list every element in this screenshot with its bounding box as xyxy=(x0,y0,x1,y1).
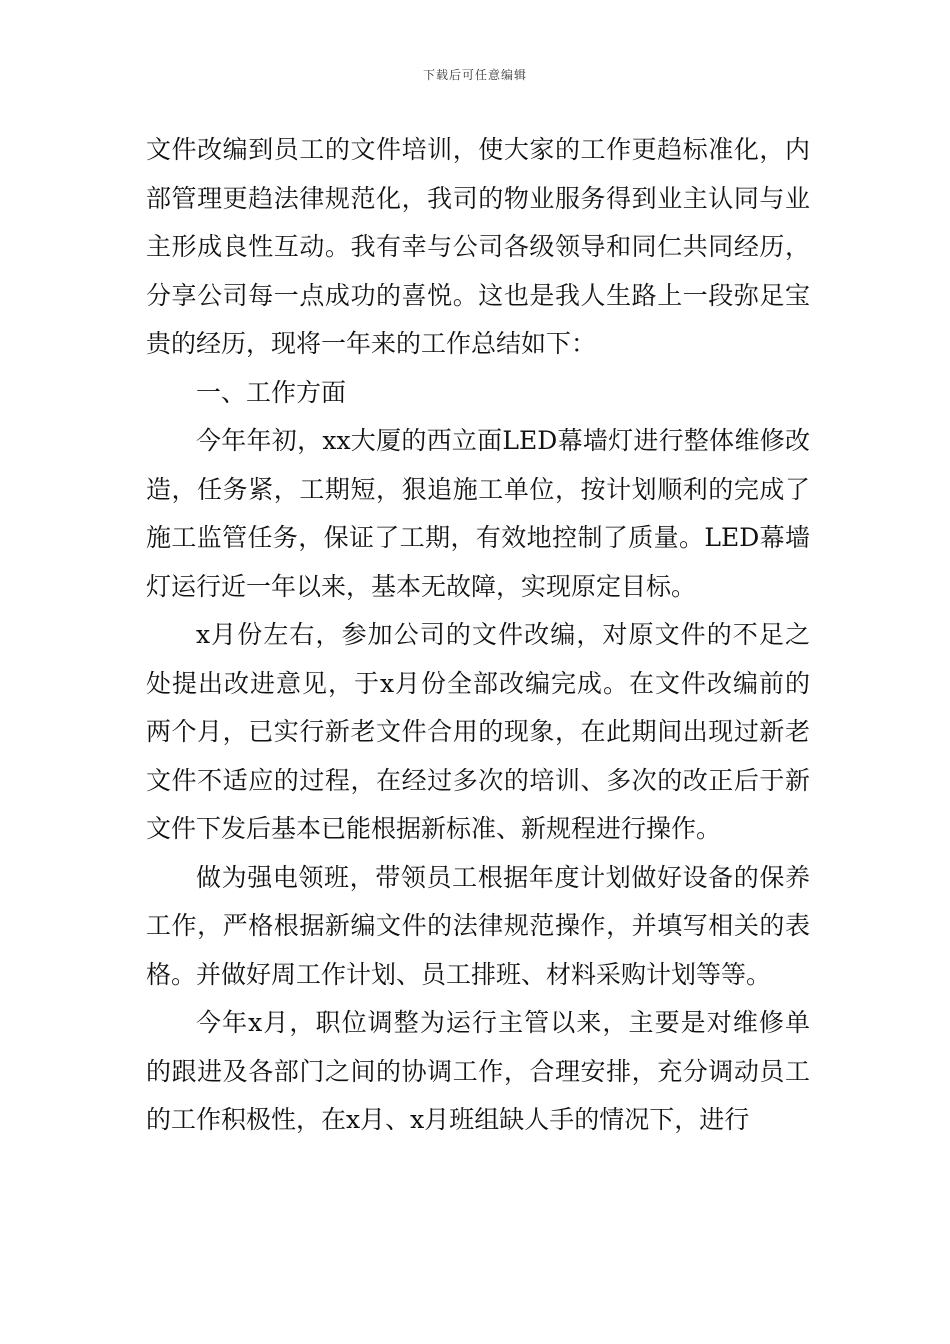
document-body xyxy=(146,126,810,1145)
paragraph-led-renovation: 今年年初，xx大厦的西立面LED幕墙灯进行整体维修改造，任务紧，工期短，狠追施工单位，按计划顺利的完成了施工监管任务，保证了工期，有效地控制了质量。LED幕墙灯运行近一年以来，基本无故障，实现原定目标。 xyxy=(146,426,810,601)
header-note: 下载后可任意编辑 xyxy=(422,68,527,82)
paragraph-electrical-lead: 做为强电领班，带领员工根据年度计划做好设备的保养工作，严格根据新编文件的法律规范操作，并填写相关的表格。并做好周工作计划、员工排班、材料采购计划等等。 xyxy=(146,862,810,989)
section-heading: 一、工作方面 xyxy=(196,377,347,407)
paragraph-operations-supervisor: 今年x月，职位调整为运行主管以来，主要是对维修单的跟进及各部门之间的协调工作，合理安排，充分调动员工的工作积极性，在x月、x月班组缺人手的情况下，进行 xyxy=(146,1008,810,1134)
paragraph-continuation: 文件改编到员工的文件培训，使大家的工作更趋标准化，内部管理更趋法律规范化，我司的物业服务得到业主认同与业主形成良性互动。我有幸与公司各级领导和同仁共同经历，分享公司每一点成功的喜悦。这也是我人生路上一段弥足宝贵的经历，现将一年来的工作总结如下： xyxy=(146,135,810,358)
paragraph-document-revision: x月份左右，参加公司的文件改编，对原文件的不足之处提出改进意见，于x月份全部改编完成。在文件改编前的两个月，已实行新老文件合用的现象，在此期间出现过新老文件不适应的过程，在经过多次的培训、多次的改正后于新文件下发后基本已能根据新标准、新规程进行操作。 xyxy=(146,620,810,843)
